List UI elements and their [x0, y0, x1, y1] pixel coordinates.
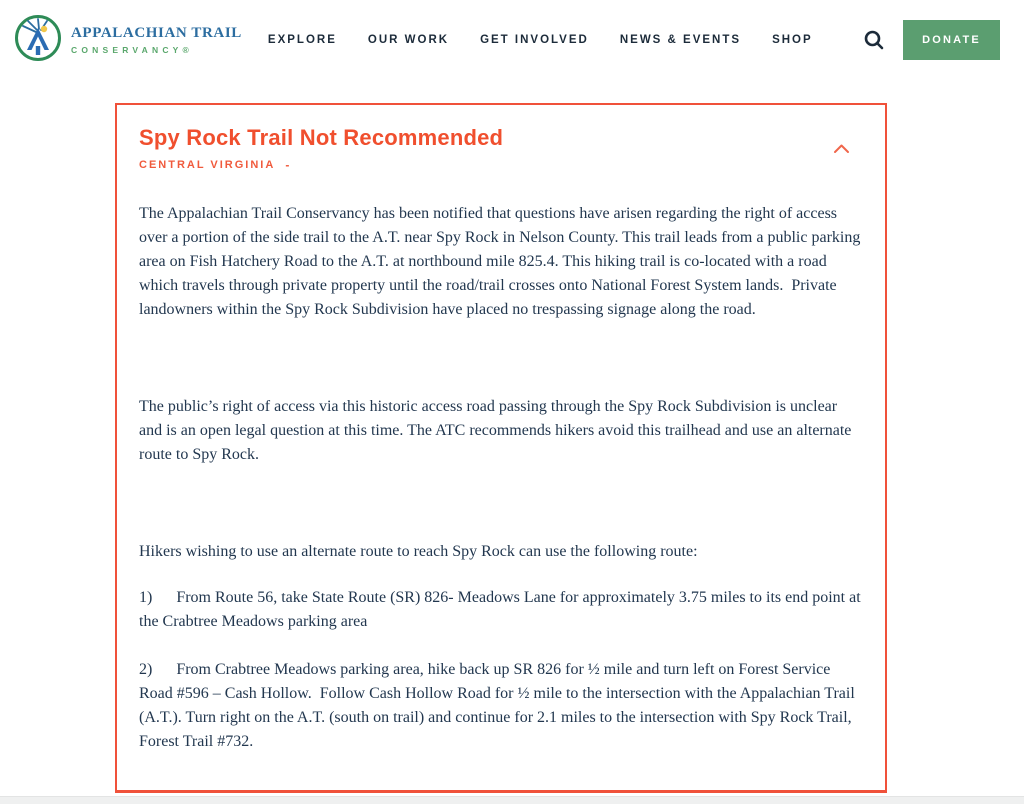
nav-item-get-involved[interactable]: GET INVOLVED	[480, 34, 589, 46]
region-label: CENTRAL VIRGINIA	[139, 159, 276, 171]
alert-paragraph-1: The Appalachian Trail Conservancy has been notified that questions have arisen regarding the right of access over a portion of the side trail to the A.T. near Spy Rock in Nelson County. This trail leads from a public parking area on Fish Hatchery Road to the A.T. at northbound mile 825.4. This hiking trail is co-located with a road which travels through private property until the road/trail crosses onto National Forest System lands. Private landowners within the Spy Rock Subdivision have placed no trespassing signage along the road.	[139, 205, 865, 318]
nav-item-news-events[interactable]: NEWS & EVENTS	[619, 34, 742, 46]
alert-heading-block	[139, 125, 503, 172]
logo-subtitle: CONSERVANCY®	[71, 45, 194, 55]
alert-paragraph-5: 2) From Crabtree Meadows parking area, hike back up SR 826 for ½ mile and turn left on Forest Service Road #596 – Cash Hollow. Follow Cash Hollow Road for ½ mile to the intersection with the Appalachian Trail (A.T.). Turn right on the A.T. (south on trail) and continue for 2.1 miles to the intersection with Spy Rock Trail, Forest Trail #732.	[139, 661, 859, 750]
alert-body	[139, 202, 865, 754]
alert-paragraph-2: The public’s right of access via this historic access road passing through the Spy Rock Subdivision is unclear and is an open legal question at this time. The ATC recommends hikers avoid this trailhead and use an alternate route to Spy Rock.	[139, 398, 856, 463]
main-nav	[268, 34, 813, 46]
logo-wordmark	[71, 25, 242, 55]
header-actions	[863, 20, 1000, 60]
logo-title: APPALACHIAN TRAIL	[71, 25, 242, 41]
chevron-up-icon[interactable]	[833, 141, 850, 159]
region-row[interactable]	[139, 158, 503, 172]
nav-item-our-work[interactable]: OUR WORK	[367, 34, 450, 46]
alert-card-header	[139, 125, 855, 172]
site-header	[0, 0, 1024, 80]
trail-alert-card	[115, 103, 887, 793]
atc-emblem-icon	[14, 14, 62, 67]
region-dash: -	[285, 158, 290, 172]
registered-mark: ®	[182, 45, 194, 55]
alert-paragraph-3: Hikers wishing to use an alternate route to reach Spy Rock can use the following route:	[139, 543, 698, 560]
nav-item-shop[interactable]: SHOP	[772, 34, 813, 46]
search-icon[interactable]	[863, 29, 885, 51]
alert-title: Spy Rock Trail Not Recommended	[139, 125, 504, 150]
page-bottom-divider	[0, 796, 1024, 804]
nav-item-explore[interactable]: EXPLORE	[267, 34, 337, 46]
alert-paragraph-4: 1) From Route 56, take State Route (SR) 826- Meadows Lane for approximately 3.75 miles to its end point at the Crabtree Meadows parking area	[139, 589, 865, 630]
atc-logo[interactable]	[14, 14, 242, 67]
donate-button[interactable]: DONATE	[903, 20, 1000, 60]
